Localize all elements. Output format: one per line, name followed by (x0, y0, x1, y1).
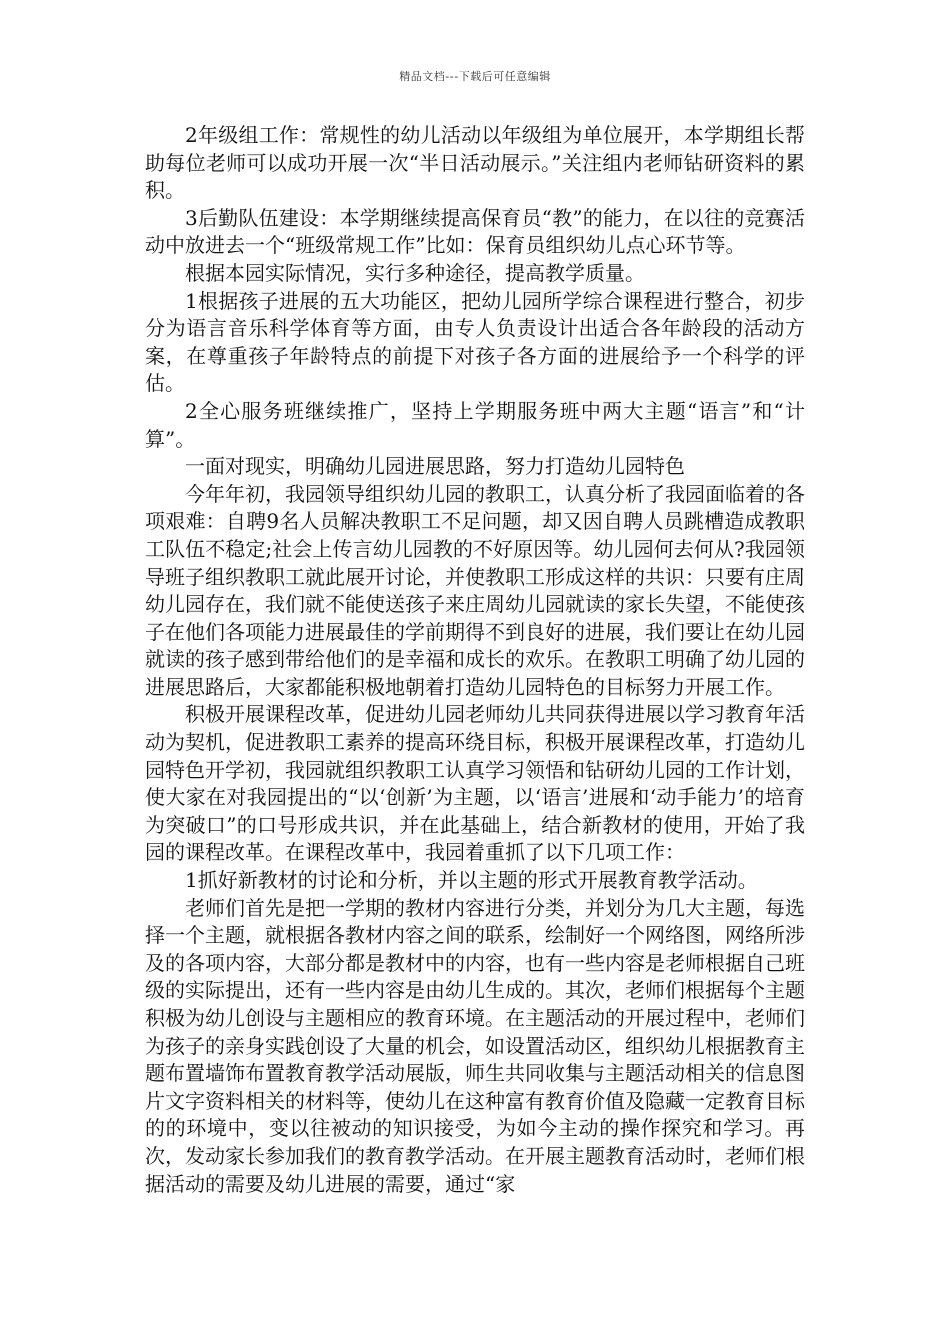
paragraph-five-domains: 1根据孩子进展的五大功能区，把幼儿园所学综合课程进行整合，初步分为语言音乐科学体育等方面，由专人负责设计出适合各年龄段的活动方案，在尊重孩子年龄特点的前提下对孩子各方面的进展给予一个科学的评估。 (145, 288, 805, 396)
paragraph-this-year: 今年年初，我园领导组织幼儿园的教职工，认真分析了我园面临着的各项艰难：自聘9名人员解决教职工不足问题，却又因自聘人员跳槽造成教职工队伍不稳定;社会上传言幼儿园教的不好原因等。幼儿园何去何从?我园领导班子组织教职工就此展开讨论，并使教职工形成这样的共识：只要有庄周幼儿园存在，我们就不能使送孩子来庄周幼儿园就读的家长失望，不能使孩子在他们各项能力进展最佳的学前期得不到良好的进展，我们要让在幼儿园就读的孩子感到带给他们的是幸福和成长的欢乐。在教职工明确了幼儿园的进展思路后，大家都能积极地朝着打造幼儿园特色的目标努力开展工作。 (145, 481, 805, 699)
paragraph-section-heading: 一面对现实，明确幼儿园进展思路，努力打造幼儿园特色 (185, 454, 685, 479)
document-body (145, 122, 805, 1198)
paragraph-grade-group-work: 2年级组工作：常规性的幼儿活动以年级组为单位展开，本学期组长帮助每位老师可以成功开展一次“半日活动展示。”关注组内老师钻研资料的累积。 (145, 123, 805, 203)
paragraph-logistics-team: 3后勤队伍建设：本学期继续提高保育员“教”的能力，在以往的竞赛活动中放进去一个“班级常规工作”比如：保育员组织幼儿点心环节等。 (145, 205, 805, 258)
page-header: 精品文档---下载后可任意编辑 (399, 70, 551, 83)
paragraph-new-materials: 1抓好新教材的讨论和分析，并以主题的形式开展教育教学活动。 (185, 868, 758, 893)
paragraph-service-class: 2全心服务班继续推广，坚持上学期服务班中两大主题“语言”和“计算”。 (145, 398, 805, 451)
paragraph-teaching-quality: 根据本园实际情况，实行多种途径，提高教学质量。 (185, 260, 645, 285)
paragraph-curriculum-reform: 积极开展课程改革，促进幼儿园老师幼儿共同获得进展以学习教育年活动为契机，促进教职工素养的提高环绕目标，积极开展课程改革，打造幼儿园特色开学初，我园就组织教职工认真学习领悟和钻研幼儿园的工作计划，使大家在对我园提出的“以‘创新’为主题，以‘语言’进展和‘动手能力’的培育为突破口”的口号形成共识，并在此基础上，结合新教材的使用，开始了我园的课程改革。在课程改革中，我园着重抓了以下几项工作： (145, 702, 805, 865)
paragraph-teachers-first: 老师们首先是把一学期的教材内容进行分类，并划分为几大主题，每选择一个主题，就根据各教材内容之间的联系，绘制好一个网络图，网络所涉及的各项内容，大部分都是教材中的内容，也有一些内容是老师根据自己班级的实际提出，还有一些内容是由幼儿生成的。其次，老师们根据每个主题积极为幼儿创设与主题相应的教育环境。在主题活动的开展过程中，老师们为孩子的亲身实践创设了大量的机会，如设置活动区，组织幼儿根据教育主题布置墙饰布置教育教学活动展版，师生共同收集与主题活动相关的信息图片文字资料相关的材料等，使幼儿在这种富有教育价值及隐藏一定教育目标的的环境中，变以往被动的知识接受，为如今主动的操作探究和学习。再次，发动家长参加我们的教育教学活动。在开展主题教育活动时，老师们根据活动的需要及幼儿进展的需要，通过“家 (145, 895, 805, 1196)
